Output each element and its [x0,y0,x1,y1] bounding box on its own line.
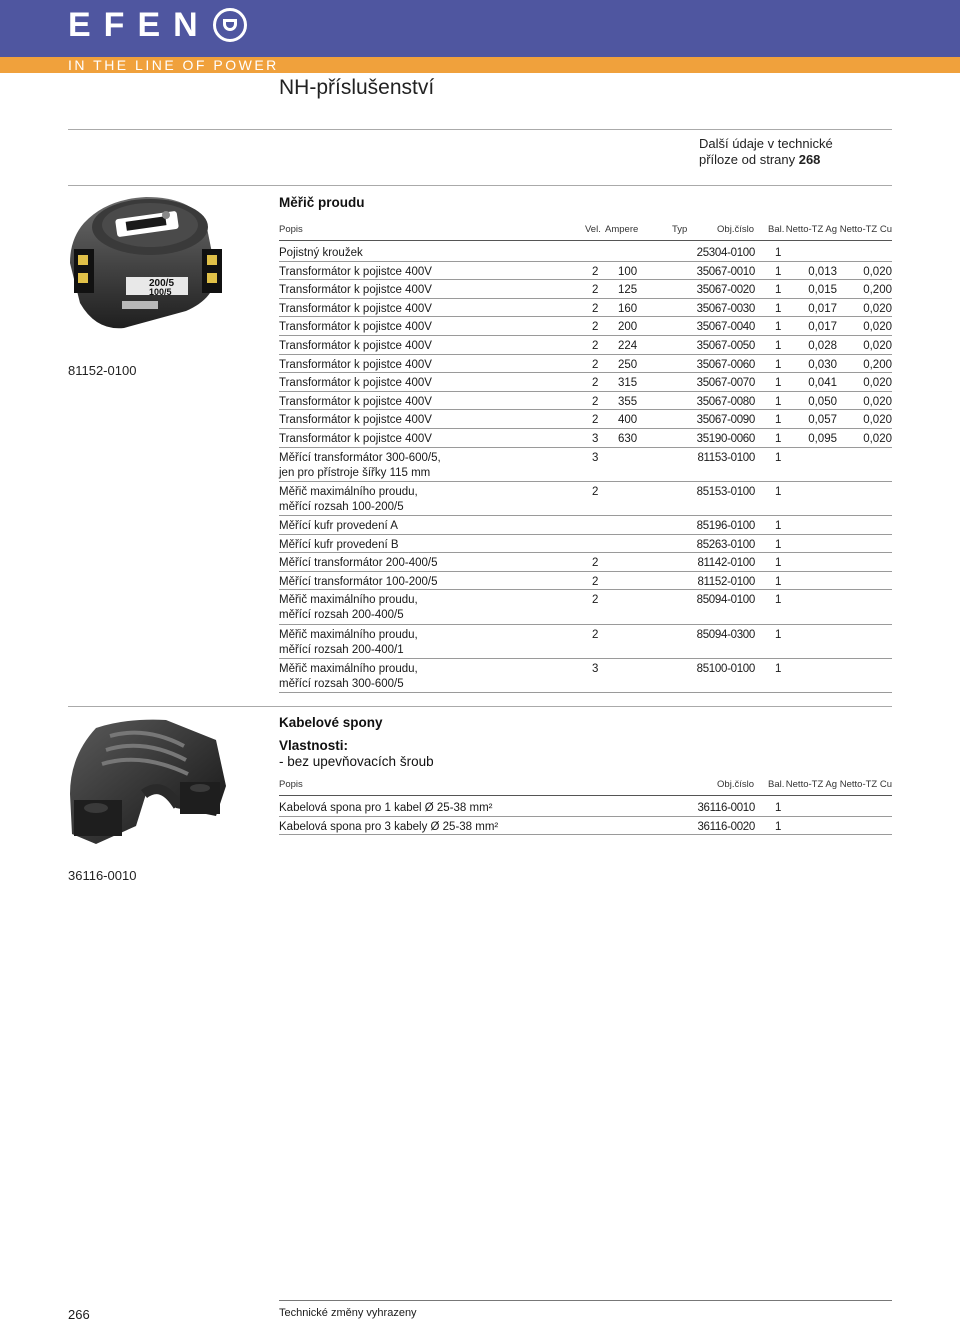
row-description: Měřící transformátor 100-200/5 [279,575,438,588]
row-netto-cu: 0,020 [863,340,892,352]
row-netto-ag: 0,017 [808,302,837,315]
row-description: Transformátor k pojistce 400V [279,302,432,315]
footer-note: Technické změny vyhrazeny [279,1307,417,1319]
product-code-current-meter: 81152-0100 [68,363,137,378]
table-row[interactable] [279,410,892,429]
table-row[interactable] [279,262,892,281]
row-netto-ag: 0,041 [808,377,837,390]
row-package: 1 [775,628,782,641]
col-vel: Vel. [585,224,601,235]
row-package: 1 [775,358,782,371]
row-package: 1 [775,451,782,464]
row-order-number: 85196-0100 [696,520,755,532]
col-popis: Popis [279,779,303,790]
table-row[interactable] [279,373,892,392]
row-order-number: 85094-0300 [696,628,755,641]
row-description: Měřící transformátor 200-400/5 [279,557,438,570]
row-netto-ag: 0,017 [808,321,837,334]
header-bar [0,0,960,57]
row-size: 3 [592,662,599,675]
cable-clamp-image [66,716,231,848]
row-description: Transformátor k pojistce 400V [279,358,432,371]
row-size: 2 [592,628,599,641]
table-row[interactable] [279,429,892,448]
efen-logo[interactable] [68,6,247,44]
row-package: 1 [775,321,782,334]
page-title: NH-příslušenství [279,76,435,99]
row-description: Transformátor k pojistce 400V [279,340,432,352]
row-ampere: 160 [618,302,638,315]
divider [68,185,892,186]
note-line-2: příloze od strany 268 [699,152,821,167]
table-row[interactable] [279,572,892,591]
row-ampere: 630 [618,433,638,445]
row-order-number: 35067-0050 [696,340,755,352]
row-size: 2 [592,377,599,390]
col-obj-cislo: Obj.číslo [717,779,754,790]
row-order-number: 35067-0010 [696,265,755,278]
row-ampere: 250 [618,358,638,371]
col-netto-cu: Netto-TZ Cu [839,779,892,790]
row-size: 2 [592,284,599,297]
property-item: - bez upevňovacích šroub [279,754,434,769]
row-package: 1 [775,575,782,588]
logo-text: EFEN [68,6,211,44]
meter-label-1: 200/5 [149,278,175,289]
row-order-number: 35067-0070 [696,377,755,390]
note-page-ref[interactable]: 268 [798,152,821,167]
row-package: 1 [775,557,782,570]
row-ampere: 355 [618,395,638,408]
divider [68,706,892,707]
row-description: Transformátor k pojistce 400V [279,395,432,408]
row-order-number: 35067-0060 [696,358,755,371]
col-bal: Bal. [768,224,785,235]
row-description: Transformátor k pojistce 400V [279,321,432,334]
row-package: 1 [775,594,782,607]
row-package: 1 [775,802,782,814]
table-header-current-meter [279,224,892,241]
row-size: 2 [592,575,599,588]
row-netto-cu: 0,020 [863,265,892,278]
table-row[interactable] [279,243,892,262]
row-package: 1 [775,662,782,675]
row-package: 1 [775,820,782,833]
table-row[interactable] [279,448,892,482]
row-ampere: 315 [618,377,638,390]
col-popis: Popis [279,224,303,235]
row-description: Měřící kufr provedení B [279,538,399,551]
technical-note [699,136,833,168]
table-row[interactable] [279,535,892,554]
col-bal: Bal. [768,779,785,790]
row-package: 1 [775,395,782,408]
row-netto-ag: 0,030 [808,358,837,371]
table-header-cable-clamps [279,779,892,796]
row-size: 3 [592,451,599,464]
row-package: 1 [775,247,782,259]
row-size: 2 [592,395,599,408]
col-ampere: Ampere [605,224,639,235]
row-netto-ag: 0,015 [808,284,837,297]
row-netto-cu: 0,200 [863,284,892,297]
row-order-number: 85094-0100 [696,594,755,607]
table-row[interactable] [279,280,892,299]
row-netto-ag: 0,057 [808,414,837,427]
row-size: 3 [592,433,599,445]
row-netto-ag: 0,095 [808,433,837,445]
col-obj-cislo: Obj.číslo [717,224,754,235]
properties-title: Vlastnosti: [279,738,349,753]
row-netto-cu: 0,200 [863,358,892,371]
row-package: 1 [775,265,782,278]
row-order-number: 81142-0100 [697,557,755,570]
note-line-1: Další údaje v technické [699,136,833,151]
col-netto-ag: Netto-TZ Ag [785,779,837,790]
row-description: Transformátor k pojistce 400V [279,377,432,390]
row-description: Transformátor k pojistce 400V [279,284,432,297]
table-row[interactable] [279,482,892,516]
row-size: 2 [592,302,599,315]
row-description: Kabelová spona pro 1 kabel Ø 25-38 mm² [279,802,493,814]
row-netto-cu: 0,020 [863,321,892,334]
row-description: Měřič maximálního proudu, měřící rozsah 200-400/1 [279,628,418,656]
table-row[interactable] [279,817,892,836]
product-code-cable-clamp: 36116-0010 [68,868,137,883]
row-ampere: 400 [618,414,638,427]
table-row[interactable] [279,798,892,817]
row-size: 2 [592,340,599,352]
row-order-number: 81152-0100 [697,575,755,588]
row-order-number: 35067-0040 [696,321,755,334]
row-netto-cu: 0,020 [863,433,892,445]
table-row[interactable] [279,553,892,572]
row-description: Kabelová spona pro 3 kabely Ø 25-38 mm² [279,820,499,833]
row-netto-cu: 0,020 [863,302,892,315]
row-package: 1 [775,433,782,445]
row-size: 2 [592,358,599,371]
row-size: 2 [592,321,599,334]
row-size: 2 [592,265,599,278]
row-description: Transformátor k pojistce 400V [279,265,432,278]
row-description: Měřící kufr provedení A [279,520,398,532]
row-size: 2 [592,414,599,427]
row-order-number: 35067-0020 [696,284,755,297]
row-order-number: 35067-0080 [696,395,755,408]
row-ampere: 200 [618,321,638,334]
row-description: Pojistný kroužek [279,247,363,259]
table-row[interactable] [279,299,892,318]
row-order-number: 85100-0100 [696,662,755,675]
col-netto-cu: Netto-TZ Cu [839,224,892,235]
row-netto-ag: 0,050 [808,395,837,408]
table-row[interactable] [279,392,892,411]
row-package: 1 [775,485,782,498]
row-package: 1 [775,377,782,390]
col-netto-ag: Netto-TZ Ag [785,224,837,235]
row-ampere: 125 [618,284,638,297]
row-size: 2 [592,557,599,570]
row-ampere: 100 [618,265,638,278]
row-ampere: 224 [618,340,638,352]
table-row[interactable] [279,516,892,535]
row-order-number: 85153-0100 [696,485,755,498]
row-package: 1 [775,302,782,315]
row-package: 1 [775,538,782,551]
table-row[interactable] [279,336,892,355]
tagline: IN THE LINE OF POWER [68,57,279,73]
row-order-number: 25304-0100 [696,247,755,259]
row-order-number: 36116-0010 [697,802,755,814]
section-title-current-meter: Měřič proudu [279,195,365,210]
row-description: Měřič maximálního proudu, měřící rozsah 200-400/5 [279,594,418,622]
footer-divider [279,1300,892,1301]
row-netto-cu: 0,020 [863,377,892,390]
row-order-number: 35067-0030 [696,302,755,315]
table-row[interactable] [279,590,892,624]
col-typ: Typ [672,224,688,235]
row-order-number: 81153-0100 [697,451,755,464]
page-number: 266 [68,1307,90,1322]
row-description: Měřič maximálního proudu, měřící rozsah 300-600/5 [279,662,418,690]
row-description: Transformátor k pojistce 400V [279,433,432,445]
row-size: 2 [592,485,599,498]
row-netto-cu: 0,020 [863,414,892,427]
logo-emblem-icon [213,8,247,42]
row-order-number: 85263-0100 [696,538,755,551]
divider [68,129,892,130]
row-package: 1 [775,414,782,427]
table-row[interactable] [279,317,892,336]
meter-label-2: 100/5 [149,287,172,297]
row-order-number: 36116-0020 [697,820,755,833]
row-package: 1 [775,284,782,297]
row-netto-cu: 0,020 [863,395,892,408]
row-description: Transformátor k pojistce 400V [279,414,432,427]
row-description: Měřící transformátor 300-600/5, jen pro přístroje šířky 115 mm [279,451,441,479]
row-package: 1 [775,340,782,352]
table-row[interactable] [279,355,892,374]
row-package: 1 [775,520,782,532]
row-order-number: 35190-0060 [696,433,755,445]
row-description: Měřič maximálního proudu, měřící rozsah 100-200/5 [279,485,418,513]
row-netto-ag: 0,013 [808,265,837,278]
row-netto-ag: 0,028 [808,340,837,352]
section-title-cable-clamps: Kabelové spony [279,715,383,730]
row-order-number: 35067-0090 [696,414,755,427]
row-size: 2 [592,594,599,607]
table-row[interactable] [279,659,892,693]
table-row[interactable] [279,625,892,659]
current-meter-image [66,193,231,338]
